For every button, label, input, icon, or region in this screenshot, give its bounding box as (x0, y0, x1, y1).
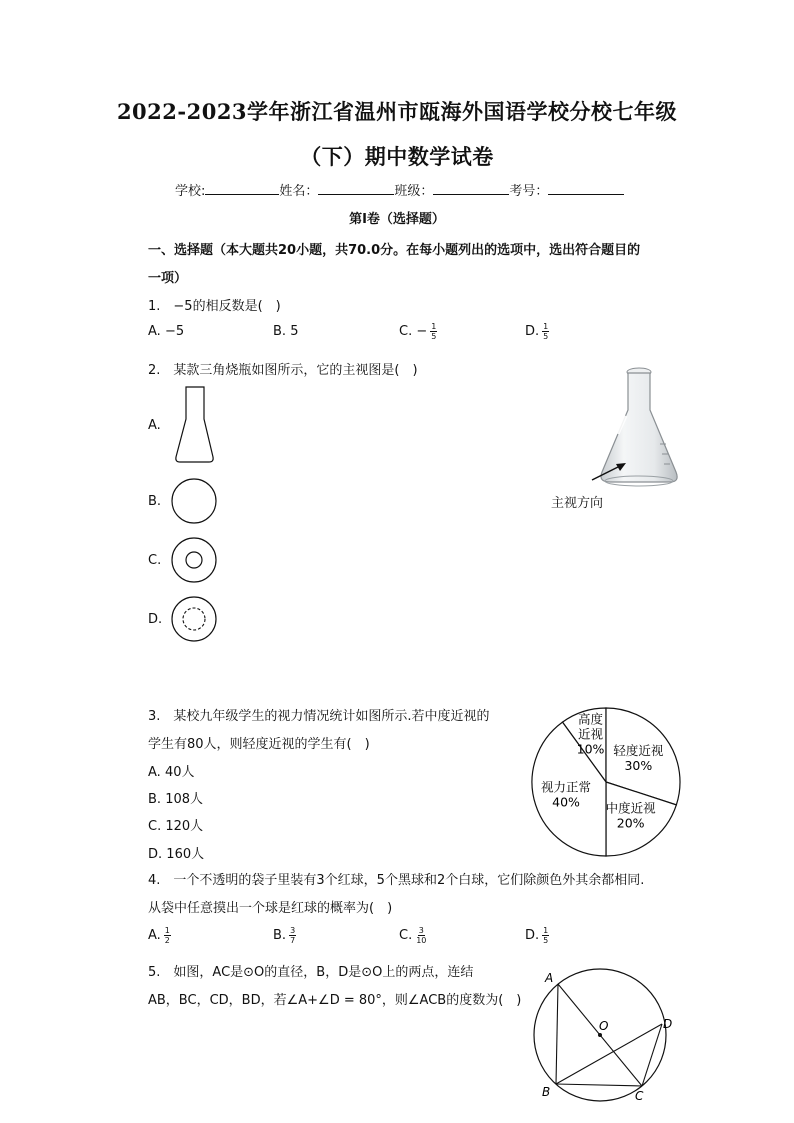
name-label: 姓名： (279, 184, 319, 199)
q4-option-b[interactable]: B. $\frac{3}{7}$ (273, 926, 296, 945)
name-field[interactable] (318, 180, 394, 195)
q2-option-a[interactable]: A. (148, 418, 161, 433)
exam-title-line1: 2022-2023学年浙江省温州市瓯海外国语学校分校七年级 (116, 99, 678, 124)
label-o: O (599, 1019, 609, 1033)
q4-stem-line2: 从袋中任意摸出一个球是红球的概率为( ) (148, 901, 393, 916)
q1-option-d[interactable]: D. $\frac{1}{5}$ (525, 322, 549, 341)
q5-circle-diagram (530, 968, 680, 1108)
pie-label-2-1: 20% (616, 815, 645, 831)
label-c: C (635, 1089, 644, 1103)
q1-option-c[interactable]: C. − $\frac{1}{5}$ (399, 322, 437, 341)
q3-option-a[interactable]: A. 40人 (148, 765, 195, 780)
q1-option-b[interactable]: B. 5 (273, 324, 299, 339)
pie-label-3-0: 视力正常 (541, 779, 592, 795)
q4-option-d[interactable]: D. $\frac{1}{5}$ (525, 926, 549, 945)
q4-stem-line1: 4. 一个不透明的袋子里装有3个红球，5个黑球和2个白球，它们除颜色外其余都相同. (148, 873, 645, 888)
q3-option-c[interactable]: C. 120人 (148, 819, 204, 834)
q2-d-dashed-circles (170, 595, 220, 645)
volume-heading: 第I卷（选择题） (349, 212, 445, 227)
segment-ab (556, 984, 558, 1084)
pie-label-1-1: 30% (624, 757, 653, 773)
q1-stem: 1. −5的相反数是( ) (148, 299, 281, 314)
pie-label-0-1: 近视 (578, 726, 604, 742)
class-field[interactable] (433, 180, 509, 195)
q3-option-b[interactable]: B. 108人 (148, 792, 204, 807)
q5-stem-line1: 5. 如图，AC是⊙O的直径，B，D是⊙O上的两点，连结 (148, 965, 474, 980)
q2-c-concentric-circles (170, 536, 220, 586)
pie-label-0-2: 10% (576, 741, 605, 757)
q1-c-fraction: $\frac{1}{5}$ (431, 322, 437, 341)
q3-option-d[interactable]: D. 160人 (148, 847, 205, 862)
q4-option-a[interactable]: A. $\frac{1}{2}$ (148, 926, 170, 945)
school-label: 学校: (175, 184, 206, 199)
school-field[interactable] (205, 180, 279, 195)
class-label: 班级： (394, 184, 434, 199)
section-instructions-line1: 一、选择题（本大题共20小题，共70.0分。在每小题列出的选项中，选出符合题目的 (148, 243, 641, 258)
q3-stem-line1: 3. 某校九年级学生的视力情况统计如图所示.若中度近视的 (148, 709, 490, 724)
q4-option-c[interactable]: C. $\frac{3}{10}$ (399, 926, 427, 945)
pie-label-3-1: 40% (552, 794, 580, 810)
section-instructions-line2: 一项） (148, 271, 188, 286)
q2-option-d[interactable]: D. (148, 612, 163, 627)
q2-a-flask-outline (168, 385, 222, 467)
segment-bc (556, 1084, 642, 1086)
label-b: B (542, 1085, 551, 1099)
q1-option-a[interactable]: A. −5 (148, 324, 185, 339)
q1-d-fraction: $\frac{1}{5}$ (543, 322, 549, 341)
exam-number-label: 考号： (509, 184, 549, 199)
label-d: D (663, 1017, 673, 1031)
pie-label-0-0: 高度 (578, 711, 604, 727)
pie-label-2-0: 中度近视 (605, 800, 656, 816)
exam-title-line2: （下）期中数学试卷 (300, 144, 494, 169)
view-direction-label: 主视方向 (551, 496, 604, 511)
q3-stem-line2: 学生有80人，则轻度近视的学生有( ) (148, 737, 370, 752)
q2-option-b[interactable]: B. (148, 494, 162, 509)
label-a: A (545, 971, 554, 985)
center-point-o (598, 1033, 602, 1037)
q5-stem-line2: AB，BC，CD，BD，若∠A+∠D = 80°，则∠ACB的度数为( ) (148, 993, 522, 1008)
q2-stem: 2. 某款三角烧瓶如图所示，它的主视图是( ) (148, 363, 418, 378)
vision-pie-chart (528, 704, 684, 860)
q2-option-c[interactable]: C. (148, 553, 162, 568)
student-info-fields (175, 180, 645, 199)
q2-b-circle (170, 477, 220, 527)
pie-label-1-0: 轻度近视 (613, 742, 664, 758)
exam-number-field[interactable] (548, 180, 624, 195)
